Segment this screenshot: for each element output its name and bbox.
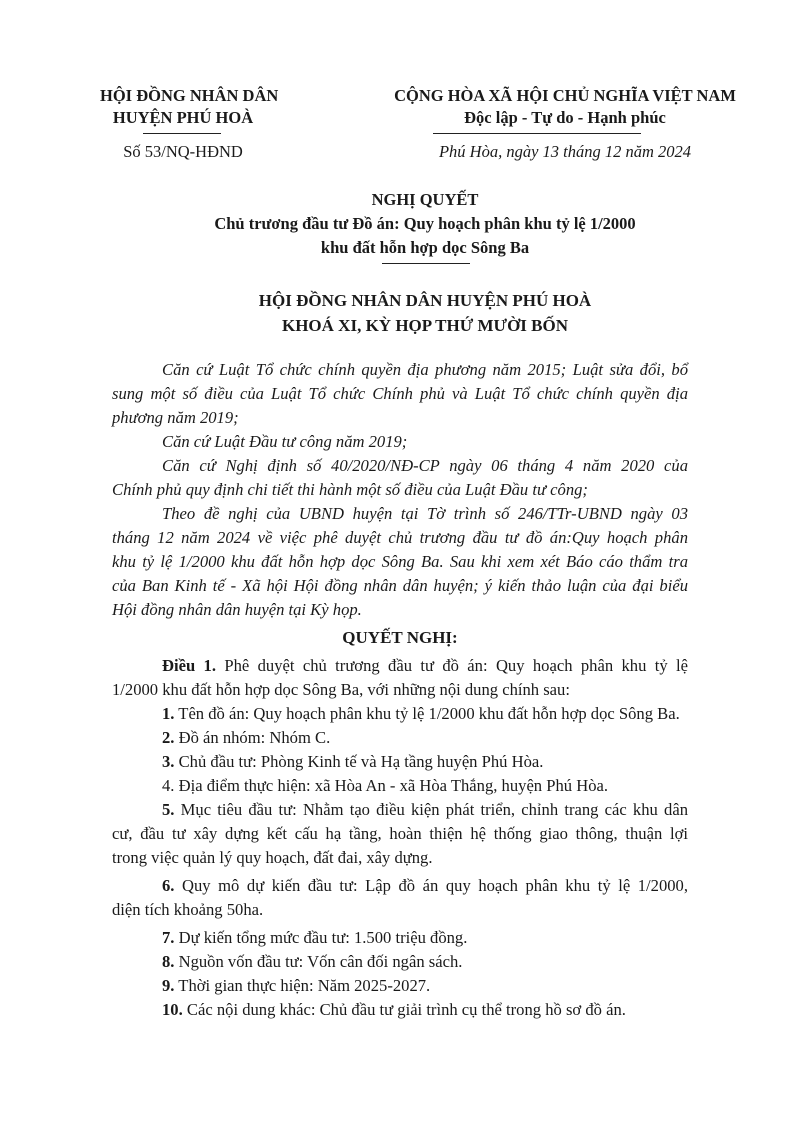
text-line: Hội đồng nhân dân huyện tại Kỳ họp. [112, 600, 362, 619]
issuer-underline [143, 133, 221, 134]
text-line [112, 846, 688, 870]
article-item [112, 798, 688, 870]
text-line: Căn cứ Luật Tổ chức chính quyền địa phương năm 2015; Luật sửa đổi, bổ [162, 360, 688, 379]
subject-line-1: Chủ trương đầu tư Đồ án: Quy hoạch phân khu tỷ lệ 1/2000 [214, 214, 636, 233]
motto-underline [433, 133, 641, 134]
item-text: Tên đồ án: Quy hoạch phân khu tỷ lệ 1/2000 khu đất hỗn hợp dọc Sông Ba. [174, 704, 680, 723]
item-text: Thời gian thực hiện: Năm 2025-2027. [174, 976, 431, 995]
item-text: Dự kiến tổng mức đầu tư: 1.500 triệu đồng. [174, 928, 468, 947]
item-text: Nguồn vốn đầu tư: Vốn cân đối ngân sách. [174, 952, 463, 971]
council-session: KHOÁ XI, KỲ HỌP THỨ MƯỜI BỐN [281, 316, 569, 335]
article-item [112, 774, 688, 798]
text-line: Căn cứ Luật Đầu tư công năm 2019; [162, 432, 408, 451]
article-item [112, 726, 688, 750]
preamble-paragraph [112, 430, 688, 454]
article-item [112, 974, 688, 998]
text-line: sung một số điều của Luật Tổ chức Chính phủ và Luật Tổ chức chính quyền địa [112, 384, 688, 403]
item-text: 4. Địa điểm thực hiện: xã Hòa An - xã Hòa Thắng, huyện Phú Hòa. [162, 776, 609, 795]
item-text: Chủ đầu tư: Phòng Kinh tế và Hạ tầng huyện Phú Hòa. [174, 752, 544, 771]
preamble-paragraph [112, 358, 688, 430]
council-name: HỘI ĐỒNG NHÂN DÂN HUYỆN PHÚ HOÀ [258, 291, 592, 310]
text-line: của Ban Kinh tế - Xã hội Hội đồng nhân dân huyện; ý kiến thảo luận của đại biểu [112, 576, 688, 595]
article-item [112, 950, 688, 974]
document-date: Phú Hòa, ngày 13 tháng 12 năm 2024 [438, 142, 692, 161]
article-item [112, 874, 688, 922]
text-line: tháng 12 năm 2024 về việc phê duyệt chủ trương đầu tư đồ án:Quy hoạch phân [112, 528, 688, 547]
national-motto: Độc lập - Tự do - Hạnh phúc [464, 108, 666, 127]
national-title: CỘNG HÒA XÃ HỘI CHỦ NGHĨA VIỆT NAM [394, 86, 736, 105]
text-line: Chính phủ quy định chi tiết thi hành một số điều của Luật Đầu tư công; [112, 480, 588, 499]
item-text: cư, đầu tư xây dựng kết cấu hạ tầng, hoàn thiện hệ thống giao thông, thuận lợi [112, 824, 688, 843]
item-number: 10. [162, 1000, 183, 1019]
item-text: Các nội dung khác: Chủ đầu tư giải trình cụ thể trong hồ sơ đồ án. [182, 1000, 626, 1019]
issuer-name: HỘI ĐỒNG NHÂN DÂN [100, 86, 279, 105]
item-text: Quy mô dự kiến đầu tư: Lập đồ án quy hoạch phân khu tỷ lệ 1/2000, [174, 876, 688, 895]
article-item [112, 702, 688, 726]
decision-heading: QUYẾT NGHỊ: [342, 628, 458, 647]
article-1 [112, 654, 688, 702]
article-item [112, 750, 688, 774]
subject-line-2: khu đất hỗn hợp dọc Sông Ba [320, 238, 530, 257]
item-number: 8. [162, 952, 175, 971]
item-text: 1/2000 khu đất hỗn hợp dọc Sông Ba, với những nội dung chính sau: [112, 680, 570, 699]
article-item [112, 998, 688, 1022]
document-body [112, 358, 688, 1022]
item-text: trong việc quản lý quy hoạch, đất đai, xây dựng. [112, 848, 433, 867]
text-line [112, 822, 688, 846]
text-line: phương năm 2019; [112, 408, 239, 427]
text-line [112, 926, 688, 950]
text-line [112, 874, 688, 898]
preamble-paragraph [112, 502, 688, 622]
text-line [112, 750, 688, 774]
text-line [112, 702, 688, 726]
item-number: 6. [162, 876, 175, 895]
document-type: NGHỊ QUYẾT [371, 190, 479, 209]
text-line [112, 950, 688, 974]
document-number: Số 53/NQ-HĐND [123, 142, 243, 161]
preamble-paragraph [112, 454, 688, 502]
item-number: 1. [162, 704, 175, 723]
item-text: Đồ án nhóm: Nhóm C. [174, 728, 331, 747]
item-text: Phê duyệt chủ trương đầu tư đồ án: Quy hoạch phân khu tỷ lệ [216, 656, 688, 675]
text-line [112, 774, 688, 798]
item-number: 9. [162, 976, 175, 995]
item-number: 2. [162, 728, 175, 747]
text-line [112, 798, 688, 822]
subject-underline [382, 263, 470, 264]
item-number: Điều 1. [162, 656, 216, 675]
issuer-district: HUYỆN PHÚ HOÀ [112, 108, 254, 127]
item-number: 3. [162, 752, 175, 771]
text-line: Theo đề nghị của UBND huyện tại Tờ trình số 246/TTr-UBND ngày 03 [162, 504, 688, 523]
text-line [112, 974, 688, 998]
text-line [112, 998, 688, 1022]
text-line: khu tỷ lệ 1/2000 khu đất hỗn hợp dọc Sông Ba. Sau khi xem xét Báo cáo thẩm tra [112, 552, 688, 571]
text-line [112, 898, 688, 922]
text-line [112, 726, 688, 750]
article-item [112, 926, 688, 950]
item-number: 5. [162, 800, 175, 819]
text-line: Căn cứ Nghị định số 40/2020/NĐ-CP ngày 06 tháng 4 năm 2020 của [162, 456, 688, 475]
item-text: diện tích khoảng 50ha. [112, 900, 264, 919]
text-line [112, 654, 688, 678]
text-line [112, 678, 688, 702]
item-text: Mục tiêu đầu tư: Nhằm tạo điều kiện phát triển, chỉnh trang các khu dân [174, 800, 688, 819]
item-number: 7. [162, 928, 175, 947]
